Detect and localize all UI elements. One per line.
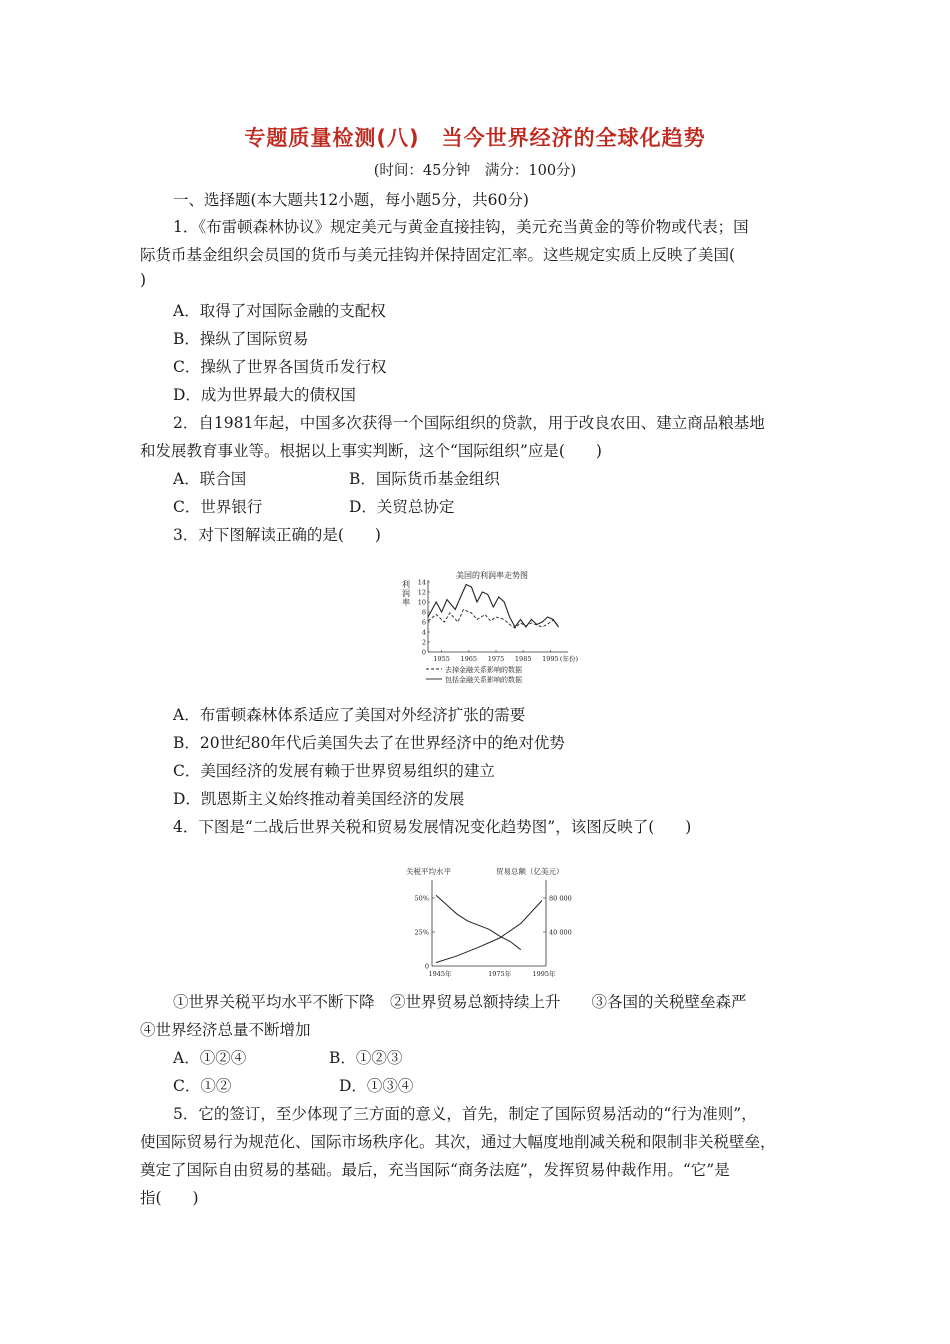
exam-info: (时间：45分钟 满分：100分) (373, 163, 577, 179)
q5-stem-line1: 5．它的签订，至少体现了三方面的意义，首先，制定了国际贸易活动的“行为准则”， (173, 1105, 757, 1123)
profit-rate-chart (398, 568, 578, 693)
q2-option-a: A．联合国 (173, 470, 247, 488)
q2-stem-line2: 和发展教育事业等。根据以上事实判断，这个“国际组织”应是( ) (140, 442, 602, 460)
left-tick-label: 50% (414, 894, 429, 903)
q1-option-d: D．成为世界最大的债权国 (173, 386, 356, 404)
q1-stem-line2: 际货币基金组织会员国的货币与美元挂钩并保持固定汇率。这些规定实质上反映了美国( (140, 246, 736, 264)
page-title: 专题质量检测(八) 当今世界经济的全球化趋势 (244, 126, 706, 150)
q3-option-b: B．20世纪80年代后美国失去了在世界经济中的绝对优势 (173, 734, 565, 752)
q4-statements-line2: ④世界经济总量不断增加 (140, 1021, 311, 1039)
q1-stem-line3: ) (140, 271, 147, 289)
legend-label: 去掉金融关系影响的数据 (445, 666, 522, 674)
y-tick-label: 12 (417, 588, 426, 597)
left-tick-label: 25% (414, 928, 429, 937)
q4-option-c: C．①② (173, 1077, 232, 1095)
y-tick-label: 6 (421, 618, 426, 627)
q3-option-c: C．美国经济的发展有赖于世界贸易组织的建立 (173, 762, 495, 780)
q2-stem-line1: 2．自1981年起，中国多次获得一个国际组织的贷款，用于改良农田、建立商品粮基地 (173, 414, 765, 432)
q2-option-b: B．国际货币基金组织 (349, 470, 500, 488)
q5-stem-line4: 指( ) (140, 1189, 199, 1207)
q4-option-d: D．①③④ (339, 1077, 414, 1095)
x-tick-label: 1945年 (428, 970, 452, 978)
q5-stem-line2: 使国际贸易行为规范化、国际市场秩序化。其次，通过大幅度地削减关税和限制非关税壁垒， (140, 1133, 776, 1151)
right-tick-label: 80 000 (549, 894, 572, 903)
q4-statements-line1: ①世界关税平均水平不断下降 ②世界贸易总额持续上升 ③各国的关税壁垒森严 (173, 993, 747, 1011)
q3-option-d: D．凯恩斯主义始终推动着美国经济的发展 (173, 790, 465, 808)
x-tick-label: 1975年 (488, 970, 512, 978)
q2-option-d: D．关贸总协定 (349, 498, 455, 516)
q4-stem: 4．下图是“二战后世界关税和贸易发展情况变化趋势图”，该图反映了( ) (173, 818, 692, 836)
q1-option-b: B．操纵了国际贸易 (173, 330, 309, 348)
series-line-excluding-finance (428, 610, 559, 629)
q2-option-c: C．世界银行 (173, 498, 263, 516)
y-axis-label-char: 润 (402, 589, 410, 598)
y-axis-label-char: 利 (402, 580, 410, 589)
x-tick-label: 1975 (487, 655, 505, 663)
x-tick-label: 1995 (542, 655, 559, 663)
y-tick-label: 2 (421, 638, 426, 647)
x-tick-label: 1995年 (532, 970, 556, 978)
q3-option-a: A．布雷顿森林体系适应了美国对外经济扩张的需要 (173, 706, 526, 724)
series-line-including-finance (428, 585, 559, 628)
left-tick-label: 0 (424, 962, 429, 971)
x-tick-label: 1955 (433, 655, 450, 663)
x-axis-label: (年份) (559, 655, 578, 663)
q4-option-b: B．①②③ (329, 1049, 403, 1067)
y-tick-label: 10 (417, 598, 426, 607)
right-tick-label: 40 000 (549, 928, 572, 937)
legend-label: 包括金融关系影响的数据 (445, 676, 522, 684)
q1-option-c: C．操纵了世界各国货币发行权 (173, 358, 387, 376)
left-axis-title: 关税平均水平 (406, 867, 451, 876)
q1-stem-line1: 1．《布雷顿森林协议》规定美元与黄金直接挂钩，美元充当黄金的等价物或代表；国 (173, 218, 749, 236)
q1-option-a: A．取得了对国际金融的支配权 (173, 302, 386, 320)
tariff-level-line (436, 895, 521, 949)
q5-stem-line3: 奠定了国际自由贸易的基础。最后，充当国际“商务法庭”，发挥贸易仲裁作用。“它”是 (140, 1161, 730, 1179)
section-heading: 一、选择题(本大题共12小题，每小题5分，共60分) (173, 191, 529, 209)
y-tick-label: 0 (421, 648, 426, 657)
tariff-trade-chart (400, 862, 586, 982)
y-axis-label-char: 率 (402, 598, 410, 607)
x-tick-label: 1985 (514, 655, 532, 663)
y-tick-label: 4 (421, 628, 426, 637)
right-axis-title: 贸易总额（亿美元） (496, 867, 564, 876)
y-tick-label: 14 (417, 578, 426, 587)
q4-option-a: A．①②④ (173, 1049, 247, 1067)
q3-stem: 3．对下图解读正确的是( ) (173, 526, 381, 544)
y-tick-label: 8 (421, 608, 426, 617)
chart-title: 美国的利润率走势图 (456, 571, 528, 580)
x-tick-label: 1965 (460, 655, 478, 663)
